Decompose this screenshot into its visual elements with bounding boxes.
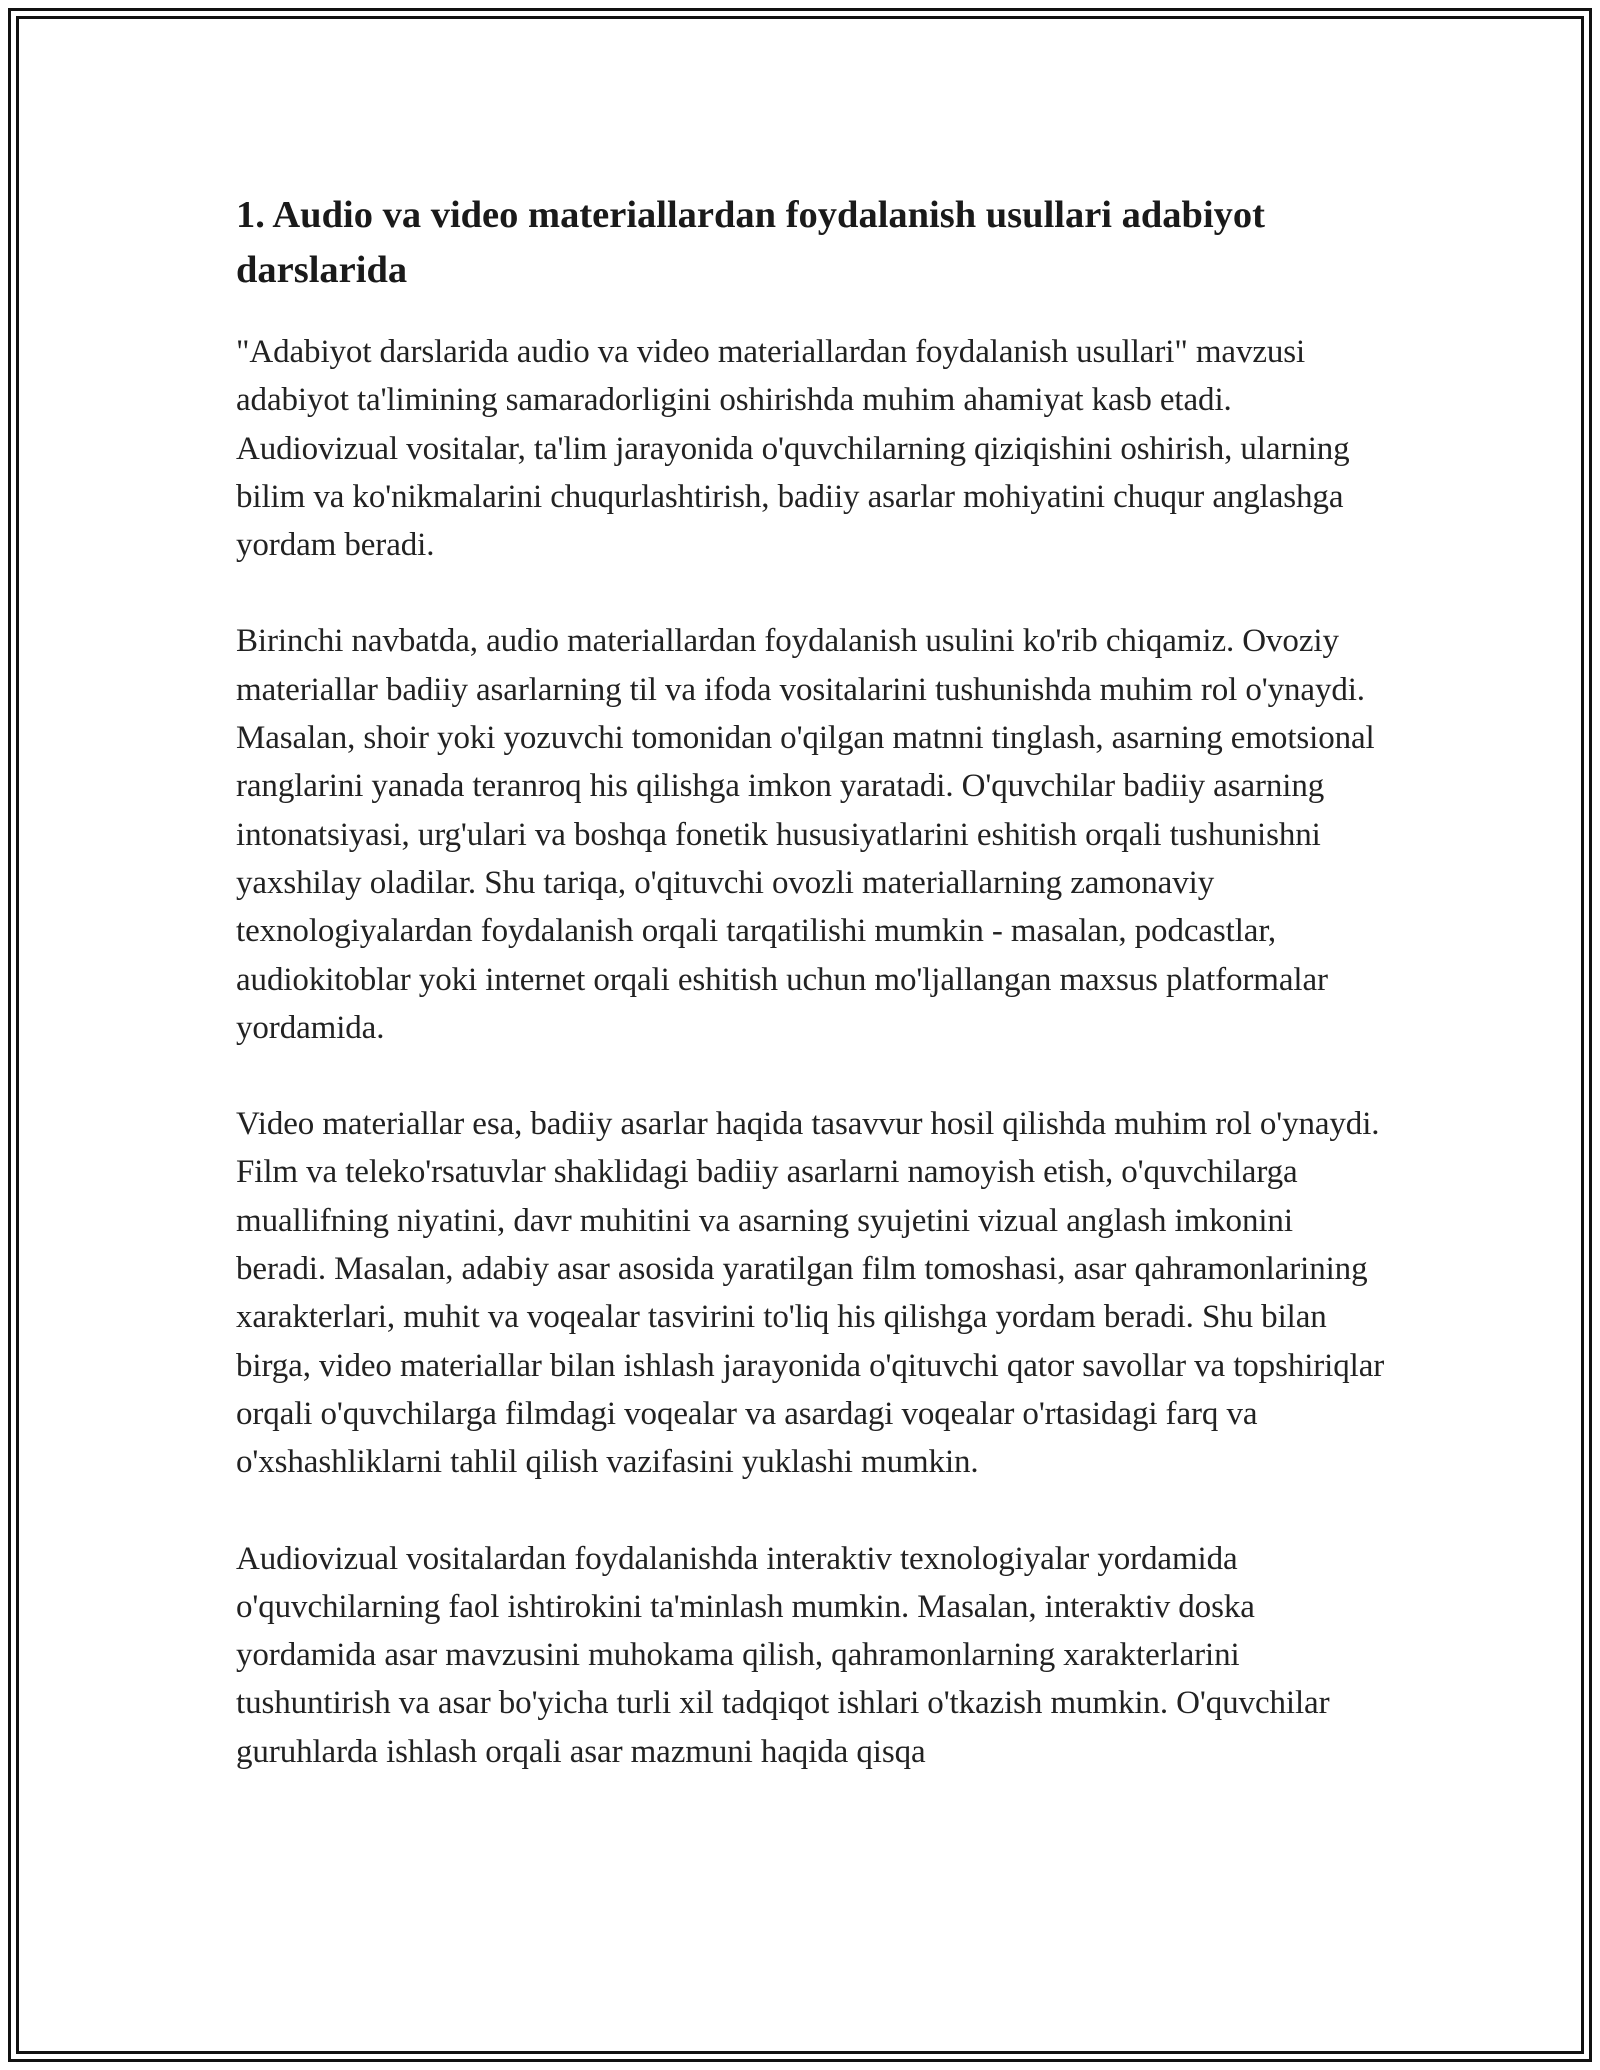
section-heading: 1. Audio va video materiallardan foydalanish usullari adabiyot darslarida xyxy=(236,194,1265,291)
document-body xyxy=(236,188,1386,1824)
paragraph-intro: "Adabiyot darslarida audio va video materiallardan foydalanish usullari" mavzusi adabiyot ta'limining samaradorligini oshirishda muhim ahamiyat kasb etadi. Audiovizual vositalar, ta'lim jarayonida o'quvchilarning qiziqishini oshirish, ularning bilim va ko'nikmalarini chuqurlashtirish, badiiy asarlar mohiyatini chuqur anglashga yordam beradi. xyxy=(236,334,1350,564)
paragraph-audio-materials: Birinchi navbatda, audio materiallardan foydalanish usulini ko'rib chiqamiz. Ovoziy materiallar badiiy asarlarning til va ifoda vositalarini tushunishda muhim rol o'ynaydi. Masalan, shoir yoki yozuvchi tomonidan o'qilgan matnni tinglash, asarning emotsional ranglarini yanada teranroq his qilishga imkon yaratadi. O'quvchilar badiiy asarning intonatsiyasi, urg'ulari va boshqa fonetik hususiyatlarini eshitish orqali tushunishni yaxshilay oladilar. Shu tariqa, o'qituvchi ovozli materiallarning zamonaviy texnologiyalardan foydalanish orqali tarqatilishi mumkin - masalan, podcastlar, audiokitoblar yoki internet orqali eshitish uchun mo'ljallangan maxsus platformalar yordamida. xyxy=(236,623,1375,1046)
paragraph-interactive-technologies: Audiovizual vositalardan foydalanishda interaktiv texnologiyalar yordamida o'quvchilarning faol ishtirokini ta'minlash mumkin. Masalan, interaktiv doska yordamida asar mavzusini muhokama qilish, qahramonlarning xarakterlarini tushuntirish va asar bo'yicha turli xil tadqiqot ishlari o'tkazish mumkin. O'quvchilar guruhlarda ishlash orqali asar mazmuni haqida qisqa xyxy=(236,1540,1330,1770)
paragraph-video-materials: Video materiallar esa, badiiy asarlar haqida tasavvur hosil qilishda muhim rol o'ynaydi. Film va teleko'rsatuvlar shaklidagi badiiy asarlarni namoyish etish, o'quvchilarga muallifning niyatini, davr muhitini va asarning syujetini vizual anglash imkonini beradi. Masalan, adabiy asar asosida yaratilgan film tomoshasi, asar qahramonlarining xarakterlari, muhit va voqealar tasvirini to'liq his qilishga yordam beradi. Shu bilan birga, video materiallar bilan ishlash jarayonida o'qituvchi qator savollar va topshiriqlar orqali o'quvchilarga filmdagi voqealar va asardagi voqealar o'rtasidagi farq va o'xshashliklarni tahlil qilish vazifasini yuklashi mumkin. xyxy=(236,1106,1385,1481)
